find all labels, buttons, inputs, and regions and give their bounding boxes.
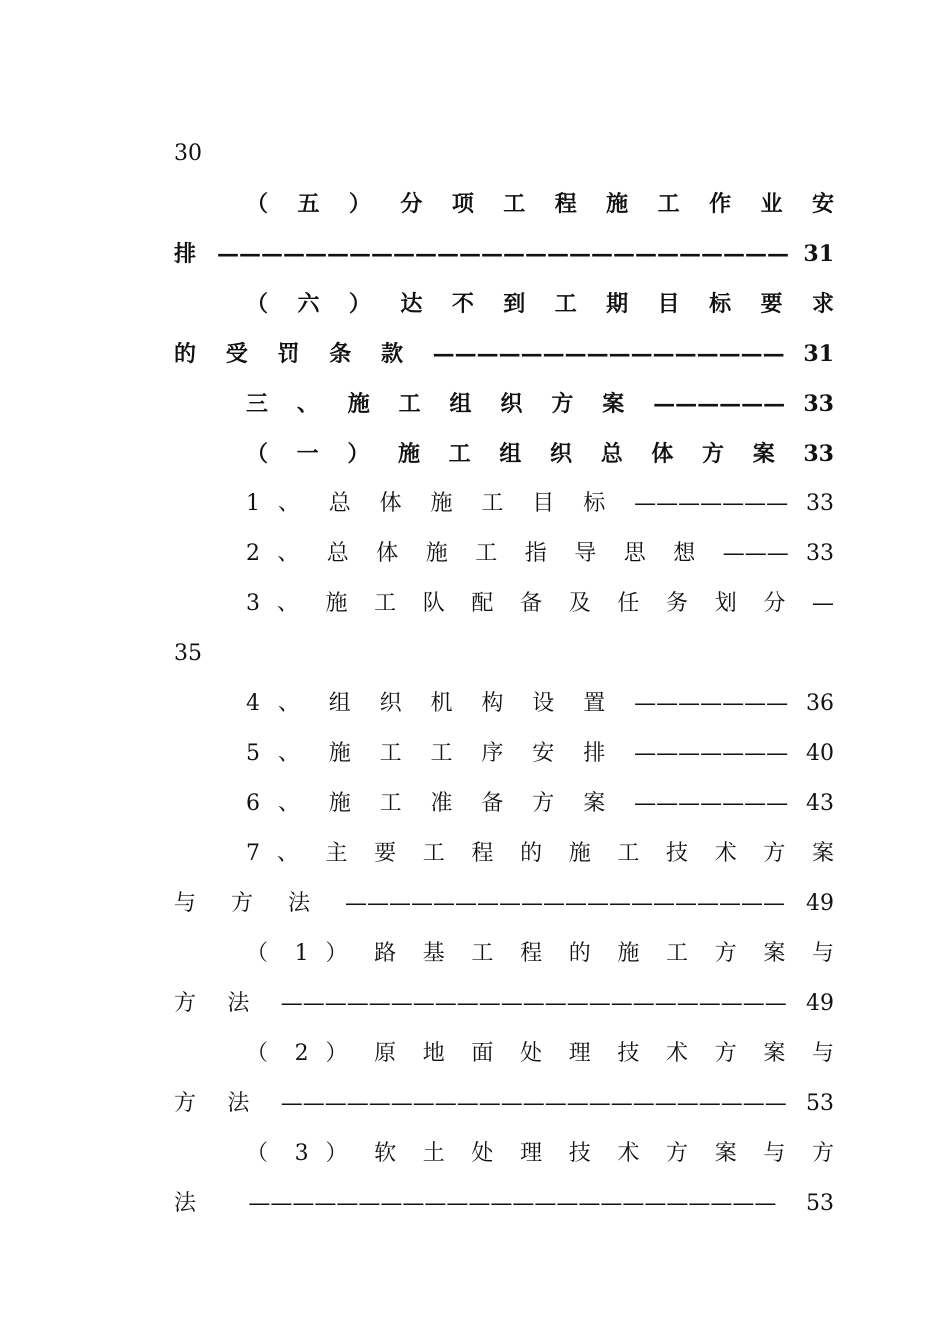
toc-entry-section-5-cont: 排 —————————————————————————— 31 [174, 241, 834, 267]
toc-entry-sub-1: （ 1 ） 路 基 工 程 的 施 工 方 案 与 [246, 941, 834, 966]
toc-entry-item-2: 2 、 总 体 施 工 指 导 思 想 ——— 33 [246, 541, 834, 566]
toc-entry-item-3: 3 、 施 工 队 配 备 及 任 务 划 分 — [246, 591, 834, 616]
toc-entry-sub-2-cont: 方 法 ——————————————————————— 53 [174, 1091, 834, 1116]
toc-entry-item-7: 7 、 主 要 工 程 的 施 工 技 术 方 案 [246, 841, 834, 866]
toc-entry-item-3-page: 35 [174, 641, 202, 666]
toc-entry-item-6: 6 、 施 工 准 备 方 案 ——————— 43 [246, 791, 834, 816]
toc-entry-sub-1-cont: 方 法 ——————————————————————— 49 [174, 991, 834, 1016]
toc-entry-item-4: 4 、 组 织 机 构 设 置 ——————— 36 [246, 691, 834, 716]
toc-entry-section-6: （ 六 ） 达 不 到 工 期 目 标 要 求 [246, 291, 834, 317]
toc-entry-sub-3-cont: 法 ———————————————————————— 53 [174, 1191, 834, 1216]
toc-entry-item-5: 5 、 施 工 工 序 安 排 ——————— 40 [246, 741, 834, 766]
toc-entry-item-7-cont: 与 方 法 ———————————————————— 49 [174, 891, 834, 916]
toc-entry-sub-3: （ 3 ） 软 土 处 理 技 术 方 案 与 方 [246, 1141, 834, 1166]
toc-entry-section-5: （ 五 ） 分 项 工 程 施 工 作 业 安 [246, 191, 834, 217]
toc-entry-section-1: （ 一 ） 施 工 组 织 总 体 方 案 33 [246, 441, 834, 467]
toc-entry-chapter-3: 三 、 施 工 组 织 方 案 —————— 33 [246, 391, 834, 417]
toc-entry-sub-2: （ 2 ） 原 地 面 处 理 技 术 方 案 与 [246, 1041, 834, 1066]
toc-entry-item-1: 1 、 总 体 施 工 目 标 ——————— 33 [246, 491, 834, 516]
toc-line-continuation: 30 [174, 141, 202, 166]
toc-entry-section-6-cont: 的 受 罚 条 款 ———————————————— 31 [174, 341, 834, 367]
